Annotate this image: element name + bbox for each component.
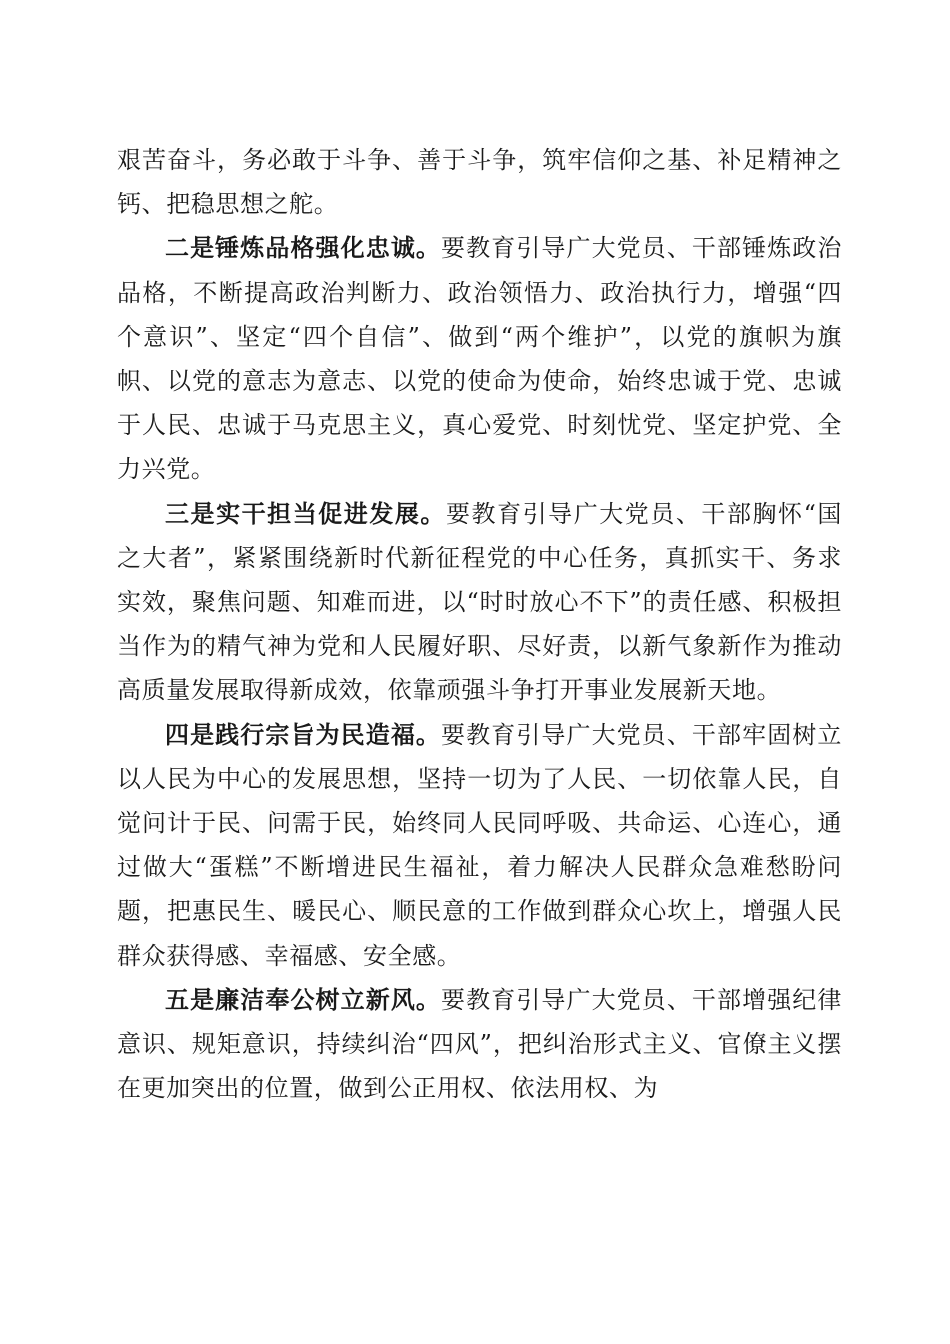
paragraph-heading: 二是锤炼品格强化忠诚。: [165, 233, 442, 263]
paragraph-integrity: [117, 978, 842, 1111]
paragraph-people: [117, 713, 842, 978]
paragraph-loyalty: [117, 226, 842, 491]
paragraph-heading: 三是实干担当促进发展。: [165, 498, 446, 528]
document-body: [117, 138, 842, 1110]
paragraph-heading: 四是践行宗旨为民造福。: [165, 719, 442, 749]
paragraph-continuation: [117, 138, 842, 226]
paragraph-text: 要教育引导广大党员、干部锤炼政治品格，不断提高政治判断力、政治领悟力、政治执行力，增强“四个意识”、坚定“四个自信”、做到“两个维护”，以党的旗帜为旗帜、以党的意志为意志、以党的使命为使命，始终忠诚于党、忠诚于人民、忠诚于马克思主义，真心爱党、时刻忧党、坚定护党、全力兴党。: [117, 234, 842, 484]
paragraph-heading: 五是廉洁奉公树立新风。: [165, 984, 442, 1014]
paragraph-text: 要教育引导广大党员、干部增强纪律意识、规矩意识，持续纠治“四风”，把纠治形式主义、官僚主义摆在更加突出的位置，做到公正用权、依法用权、为: [117, 985, 842, 1103]
paragraph-text: 要教育引导广大党员、干部胸怀“国之大者”，紧紧围绕新时代新征程党的中心任务，真抓实干、务求实效，聚焦问题、知难而进，以“时时放心不下”的责任感、积极担当作为的精气神为党和人民履好职、尽好责，以新气象新作为推动高质量发展取得新成效，依靠顽强斗争打开事业发展新天地。: [117, 499, 842, 705]
paragraph-text: 艰苦奋斗，务必敢于斗争、善于斗争，筑牢信仰之基、补足精神之钙、把稳思想之舵。: [117, 146, 842, 219]
paragraph-development: [117, 492, 842, 713]
paragraph-text: 要教育引导广大党员、干部牢固树立以人民为中心的发展思想，坚持一切为了人民、一切依靠人民，自觉问计于民、问需于民，始终同人民同呼吸、共命运、心连心，通过做大“蛋糕”不断增进民生福祉，着力解决人民群众急难愁盼问题，把惠民生、暖民心、顺民意的工作做到群众心坎上，增强人民群众获得感、幸福感、安全感。: [117, 720, 842, 970]
